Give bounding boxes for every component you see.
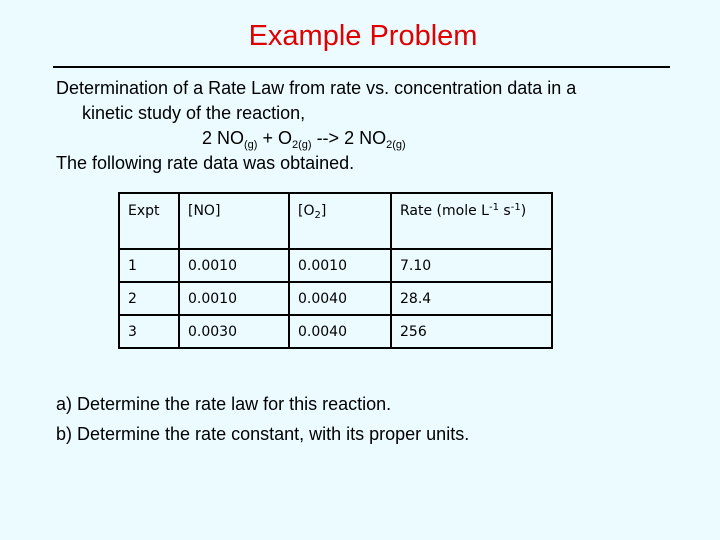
intro-line-4: The following rate data was obtained. [56, 153, 355, 173]
table-row [119, 249, 552, 282]
cell-o2: 0.0040 [289, 282, 391, 315]
header-o2-sub: 2 [314, 210, 321, 221]
problem-statement [56, 76, 696, 176]
eq-state-no: (g) [244, 139, 258, 151]
eq-state-no2: 2(g) [386, 139, 406, 151]
cell-expt: 3 [119, 315, 179, 348]
intro-line-1: Determination of a Rate Law from rate vs. concentration data in a [56, 78, 577, 98]
cell-o2: 0.0040 [289, 315, 391, 348]
header-expt: Expt [119, 193, 179, 249]
cell-expt: 2 [119, 282, 179, 315]
intro-line-2: kinetic study of the reaction, [82, 103, 306, 123]
question-a: a) Determine the rate law for this reaction. [56, 394, 392, 414]
header-o2-open: [O [298, 203, 315, 219]
title-divider [53, 66, 670, 68]
eq-sub-o2: 2 [291, 139, 299, 151]
header-rate-a: Rate (mole L [400, 203, 489, 219]
cell-rate: 7.10 [391, 249, 552, 282]
cell-no: 0.0030 [179, 315, 289, 348]
header-no: [NO] [179, 193, 289, 249]
question-b: b) Determine the rate constant, with its proper units. [56, 424, 470, 444]
header-rate-b: s [498, 203, 511, 219]
questions [56, 389, 469, 449]
cell-no: 0.0010 [179, 282, 289, 315]
eq-reactant-o2: + O [257, 128, 292, 148]
reaction-equation [56, 126, 696, 151]
rate-data-table [118, 192, 553, 349]
cell-rate: 28.4 [391, 282, 552, 315]
eq-reactant-no: 2 NO [202, 128, 245, 148]
table-header-row [119, 193, 552, 249]
slide-title: Example Problem [248, 20, 478, 52]
header-o2 [289, 193, 391, 249]
header-o2-close: ] [320, 203, 327, 219]
header-rate-c: ) [520, 203, 527, 219]
table-row [119, 315, 552, 348]
cell-o2: 0.0010 [289, 249, 391, 282]
header-rate [391, 193, 552, 249]
cell-no: 0.0010 [179, 249, 289, 282]
table-row [119, 282, 552, 315]
eq-state-o2: (g) [298, 139, 312, 151]
cell-rate: 256 [391, 315, 552, 348]
header-rate-sup1: -1 [488, 202, 499, 213]
cell-expt: 1 [119, 249, 179, 282]
header-rate-sup2: -1 [510, 202, 521, 213]
eq-product-no2: --> 2 NO [311, 128, 387, 148]
